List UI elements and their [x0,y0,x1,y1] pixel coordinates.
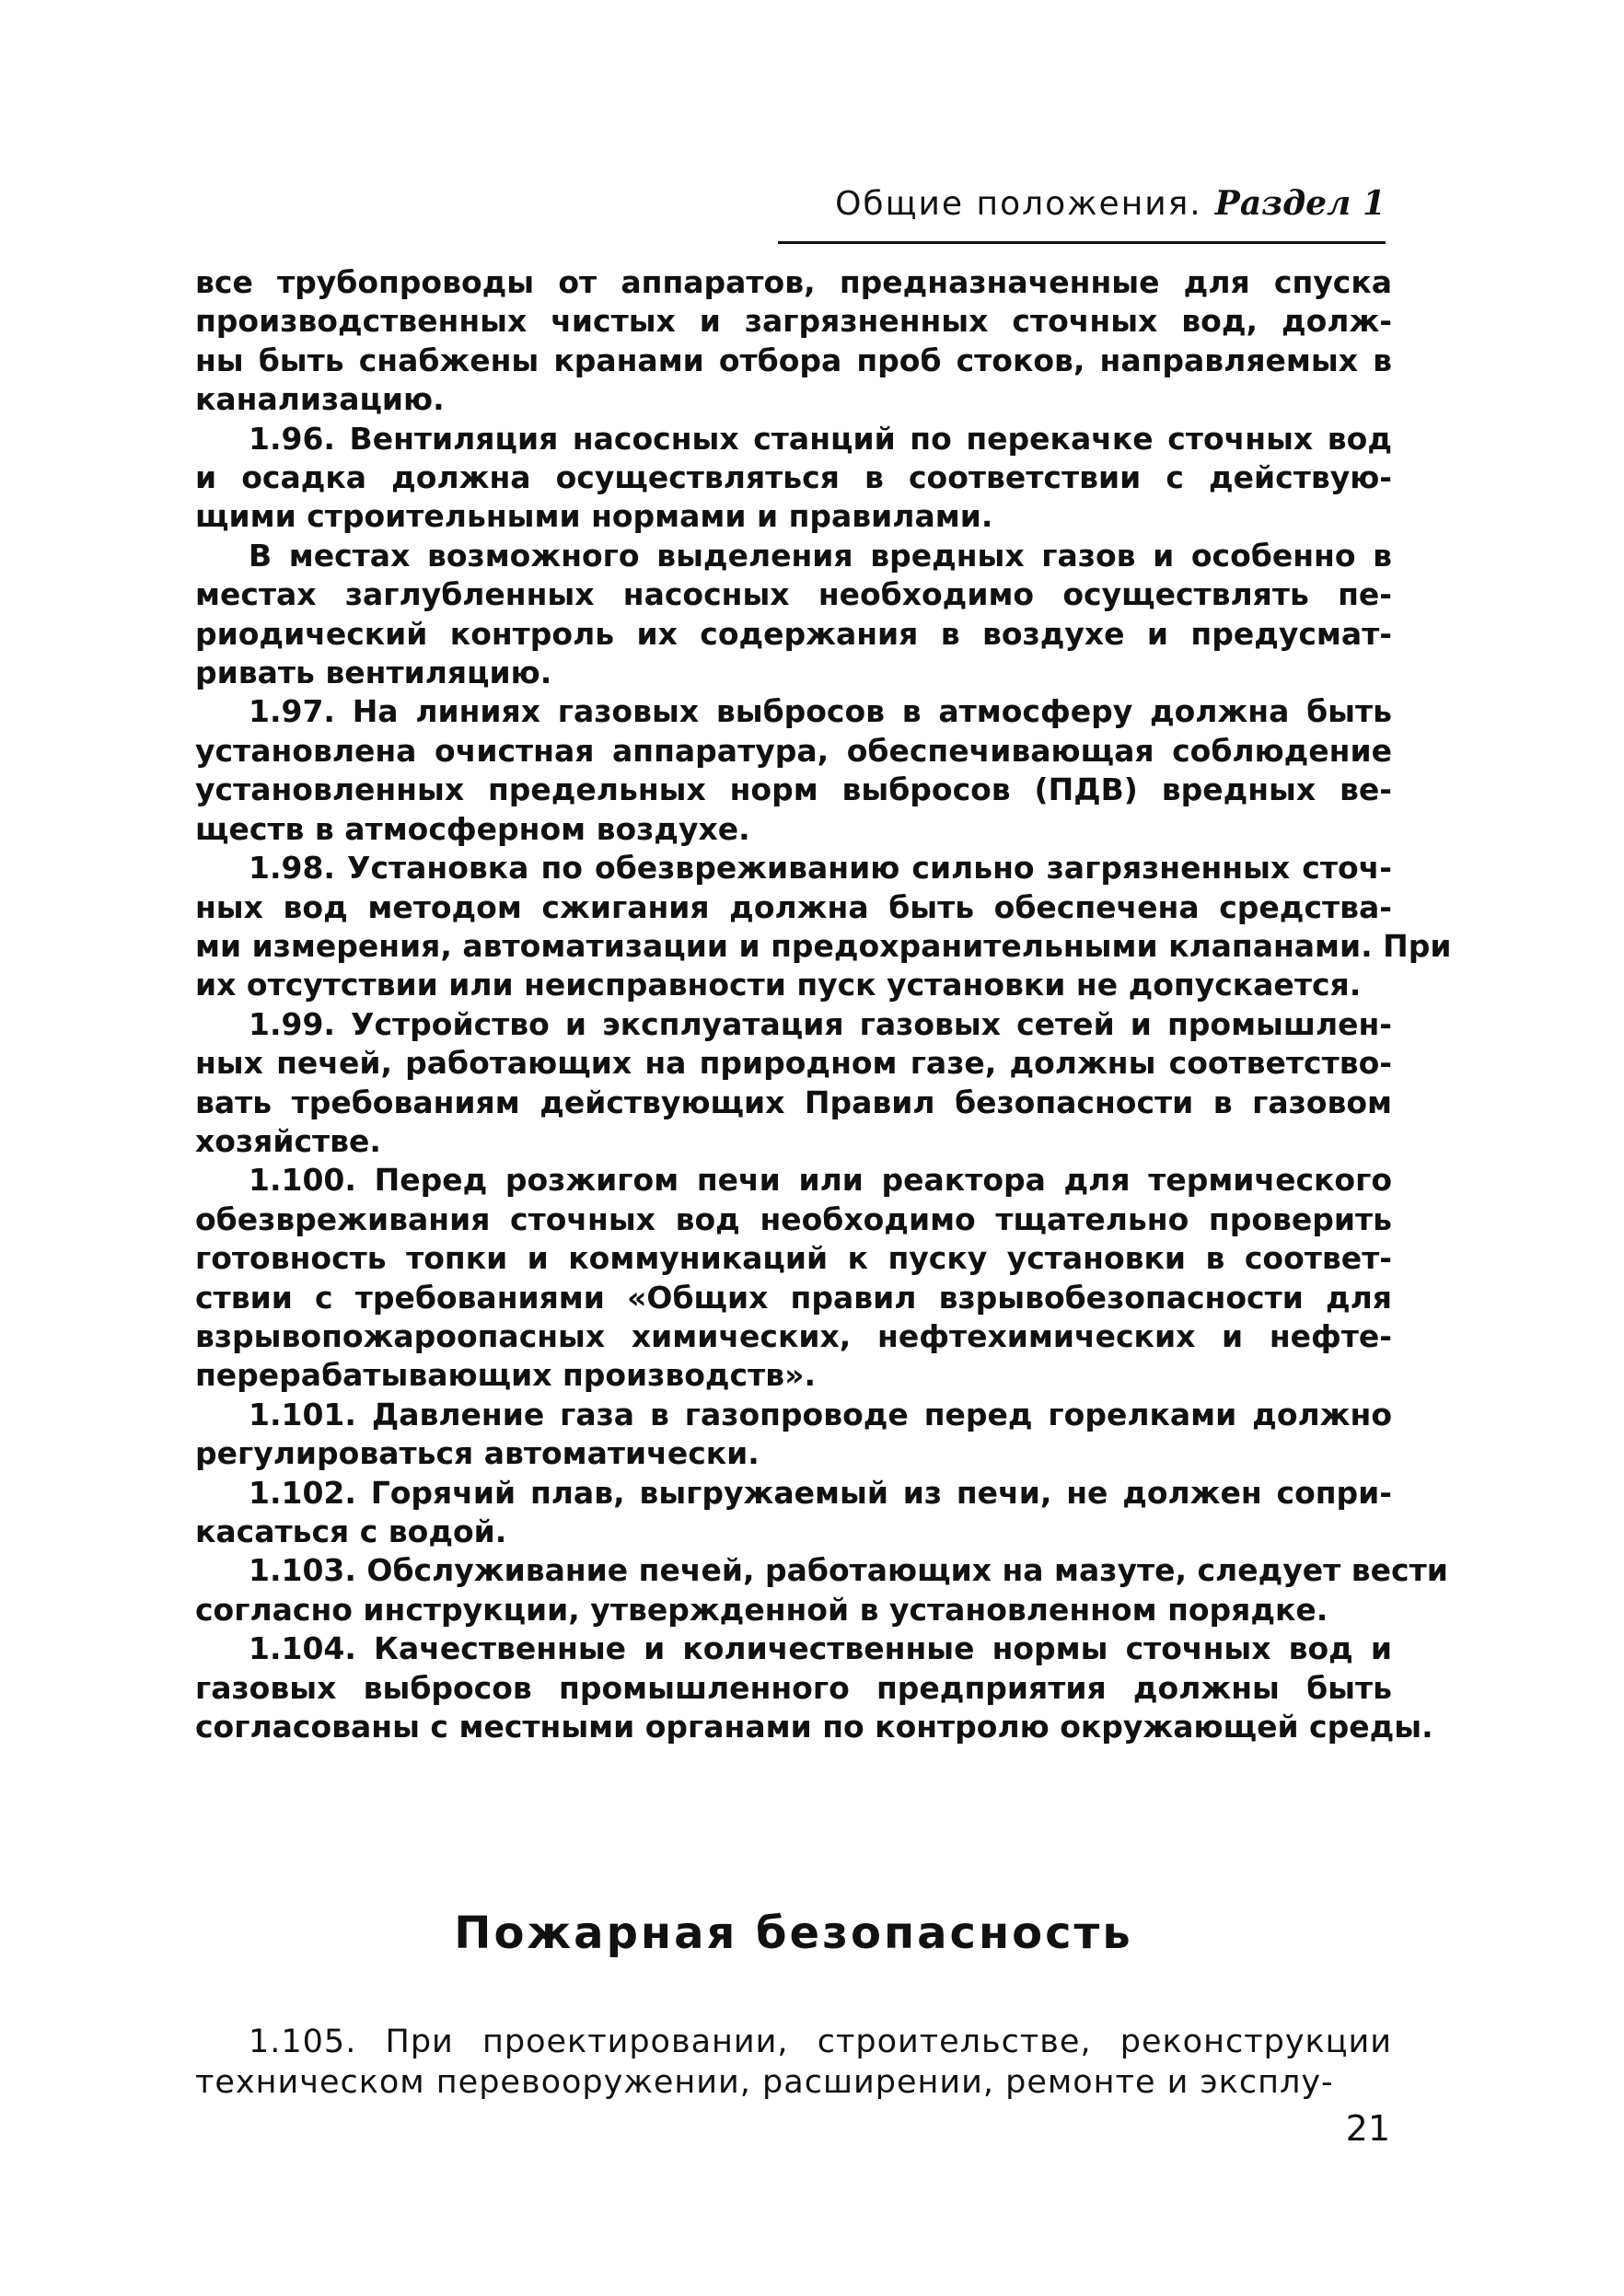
header-rule [778,241,1386,244]
text-line: касаться с водой. [195,1513,507,1549]
text-line: и осадка должна осуществляться в соответствии с действую- [195,459,1392,496]
text-line: их отсутствии или неисправности пуск установки не допускается. [195,967,1362,1003]
text-line: регулироваться автоматически. [195,1435,760,1472]
text-line: ривать вентиляцию. [195,655,552,691]
paragraph-p-1-100 [195,1161,1392,1395]
text-line: вать требованиям действующих Правил безопасности в газовом [195,1084,1392,1120]
text-line: 1.101. Давление газа в газопроводе перед горелками должно [249,1396,1392,1432]
text-line: риодический контроль их содержания в воздухе и предусмат- [195,615,1392,652]
text-line: 1.100. Перед розжигом печи или реактора для термического [249,1162,1392,1199]
paragraph-p-1-104 [195,1629,1433,1746]
paragraph-p-1-102 [195,1474,1392,1552]
paragraph-1-105 [195,2022,1392,2103]
text-line: 1.98. Установка по обезвреживанию сильно загрязненных сточ- [249,850,1392,887]
text-line: канализацию. [195,381,445,418]
text-line: перерабатывающих производств». [195,1357,816,1394]
text-line: согласно инструкции, утвержденной в установленном порядке. [195,1591,1328,1628]
text-line: согласованы с местными органами по контролю окружающей среды. [195,1709,1433,1745]
paragraph-p-1-96b [195,537,1392,693]
text-line: производственных чистых и загрязненных сточных вод, долж- [195,303,1392,340]
text-line: установленных предельных норм выбросов (ПДВ) вредных ве- [195,771,1392,808]
paragraph-p-1-97 [195,692,1392,849]
text-line: местах заглубленных насосных необходимо осуществлять пе- [195,576,1392,613]
text-line: 1.105. При проектировании, строительстве, реконструкции [249,2023,1392,2060]
paragraph-p-1-98 [195,849,1452,1005]
paragraph-p-1-101 [195,1396,1392,1474]
tail-text [195,2022,1392,2103]
text-line: хозяйстве. [195,1122,381,1159]
text-line: 1.99. Устройство и эксплуатация газовых сетей и промышлен- [249,1005,1392,1042]
text-line: 1.97. На линиях газовых выбросов в атмосферу должна быть [249,693,1392,730]
page-number: 21 [1345,2108,1390,2149]
text-line: ны быть снабжены кранами отбора проб стоков, направляемых в [195,342,1392,378]
paragraph-p-cont [195,263,1392,420]
text-line: 1.102. Горячий плав, выгружаемый из печи, не должен сопри- [249,1474,1392,1511]
text-line: ствии с требованиями «Общих правил взрывобезопасности для [195,1279,1392,1316]
text-line: 1.96. Вентиляция насосных станций по перекачке сточных вод [249,420,1392,457]
text-line: газовых выбросов промышленного предприятия должны быть [195,1669,1392,1706]
text-line: В местах возможного выделения вредных газов и особенно в [249,537,1392,574]
text-line: 1.103. Обслуживание печей, работающих на мазуте, следует вести [249,1552,1448,1589]
running-header-section: Раздел 1 [1214,184,1386,223]
running-header-title: Общие положения. [835,185,1202,223]
running-header [778,184,1386,239]
text-line: щими строительными нормами и правилами. [195,498,993,535]
paragraph-p-1-99 [195,1005,1392,1162]
text-line: установлена очистная аппаратура, обеспечивающая соблюдение [195,732,1392,769]
text-line: техническом перевооружении, расширении, ремонте и эксплу- [195,2064,1334,2101]
text-line: взрывопожароопасных химических, нефтехимических и нефте- [195,1317,1392,1354]
text-line: ществ в атмосферном воздухе. [195,810,750,847]
body-text [195,263,1452,1746]
text-line: все трубопроводы от аппаратов, предназначенные для спуска [195,264,1392,300]
text-line: ных печей, работающих на природном газе, должны соответство- [195,1045,1392,1082]
text-line: ми измерения, автоматизации и предохранительными клапанами. При [195,927,1452,964]
text-line: 1.104. Качественные и количественные нормы сточных вод и [249,1630,1392,1667]
paragraph-p-1-96 [195,420,1392,537]
section-heading: Пожарная безопасность [454,1908,1133,1959]
text-line: готовность топки и коммуникаций к пуску установки в соответ- [195,1240,1392,1277]
paragraph-p-1-103 [195,1551,1448,1629]
text-line: ных вод методом сжигания должна быть обеспечена средства- [195,888,1392,925]
text-line: обезвреживания сточных вод необходимо тщательно проверить [195,1200,1392,1237]
